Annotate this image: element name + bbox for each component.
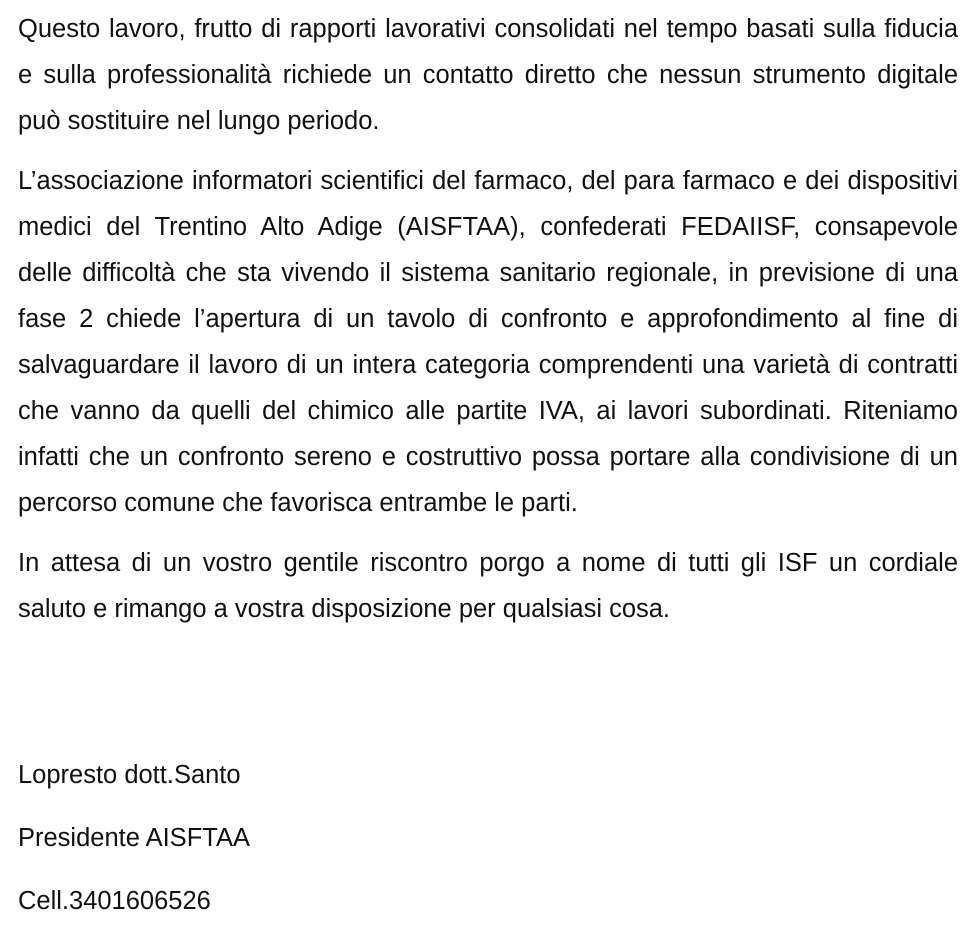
signature-role: Presidente AISFTAA [18, 824, 250, 852]
signature-block [18, 752, 250, 941]
paragraph-closing: In attesa di un vostro gentile riscontro porgo a nome di tutti gli ISF un cordiale saluto e rimango a vostra disposizione per qualsiasi cosa. [18, 549, 958, 623]
paragraph-request: L’associazione informatori scientifici del farmaco, del para farmaco e dei dispositivi medici del Trentino Alto Adige (AISFTAA), confederati FEDAIISF, consapevole delle difficoltà che sta vivendo il sistema sanitario regionale, in previsione di una fase 2 chiede l’apertura di un tavolo di confronto e approfondimento al fine di salvaguardare il lavoro di un intera categoria comprendenti una varietà di contratti che vanno da quelli del chimico alle partite IVA, ai lavori subordinati. Riteniamo infatti che un confronto sereno e costruttivo possa portare alla condivisione di un percorso comune che favorisca entrambe le parti. [18, 167, 958, 517]
paragraph-intro: Questo lavoro, frutto di rapporti lavorativi consolidati nel tempo basati sulla fiducia e sulla professionalità richiede un contatto diretto che nessun strumento digitale può sostituire nel lungo periodo. [18, 15, 958, 135]
signature-phone: Cell.3401606526 [18, 887, 211, 915]
signature-name: Lopresto dott.Santo [18, 761, 241, 789]
letter-body [18, 6, 958, 646]
